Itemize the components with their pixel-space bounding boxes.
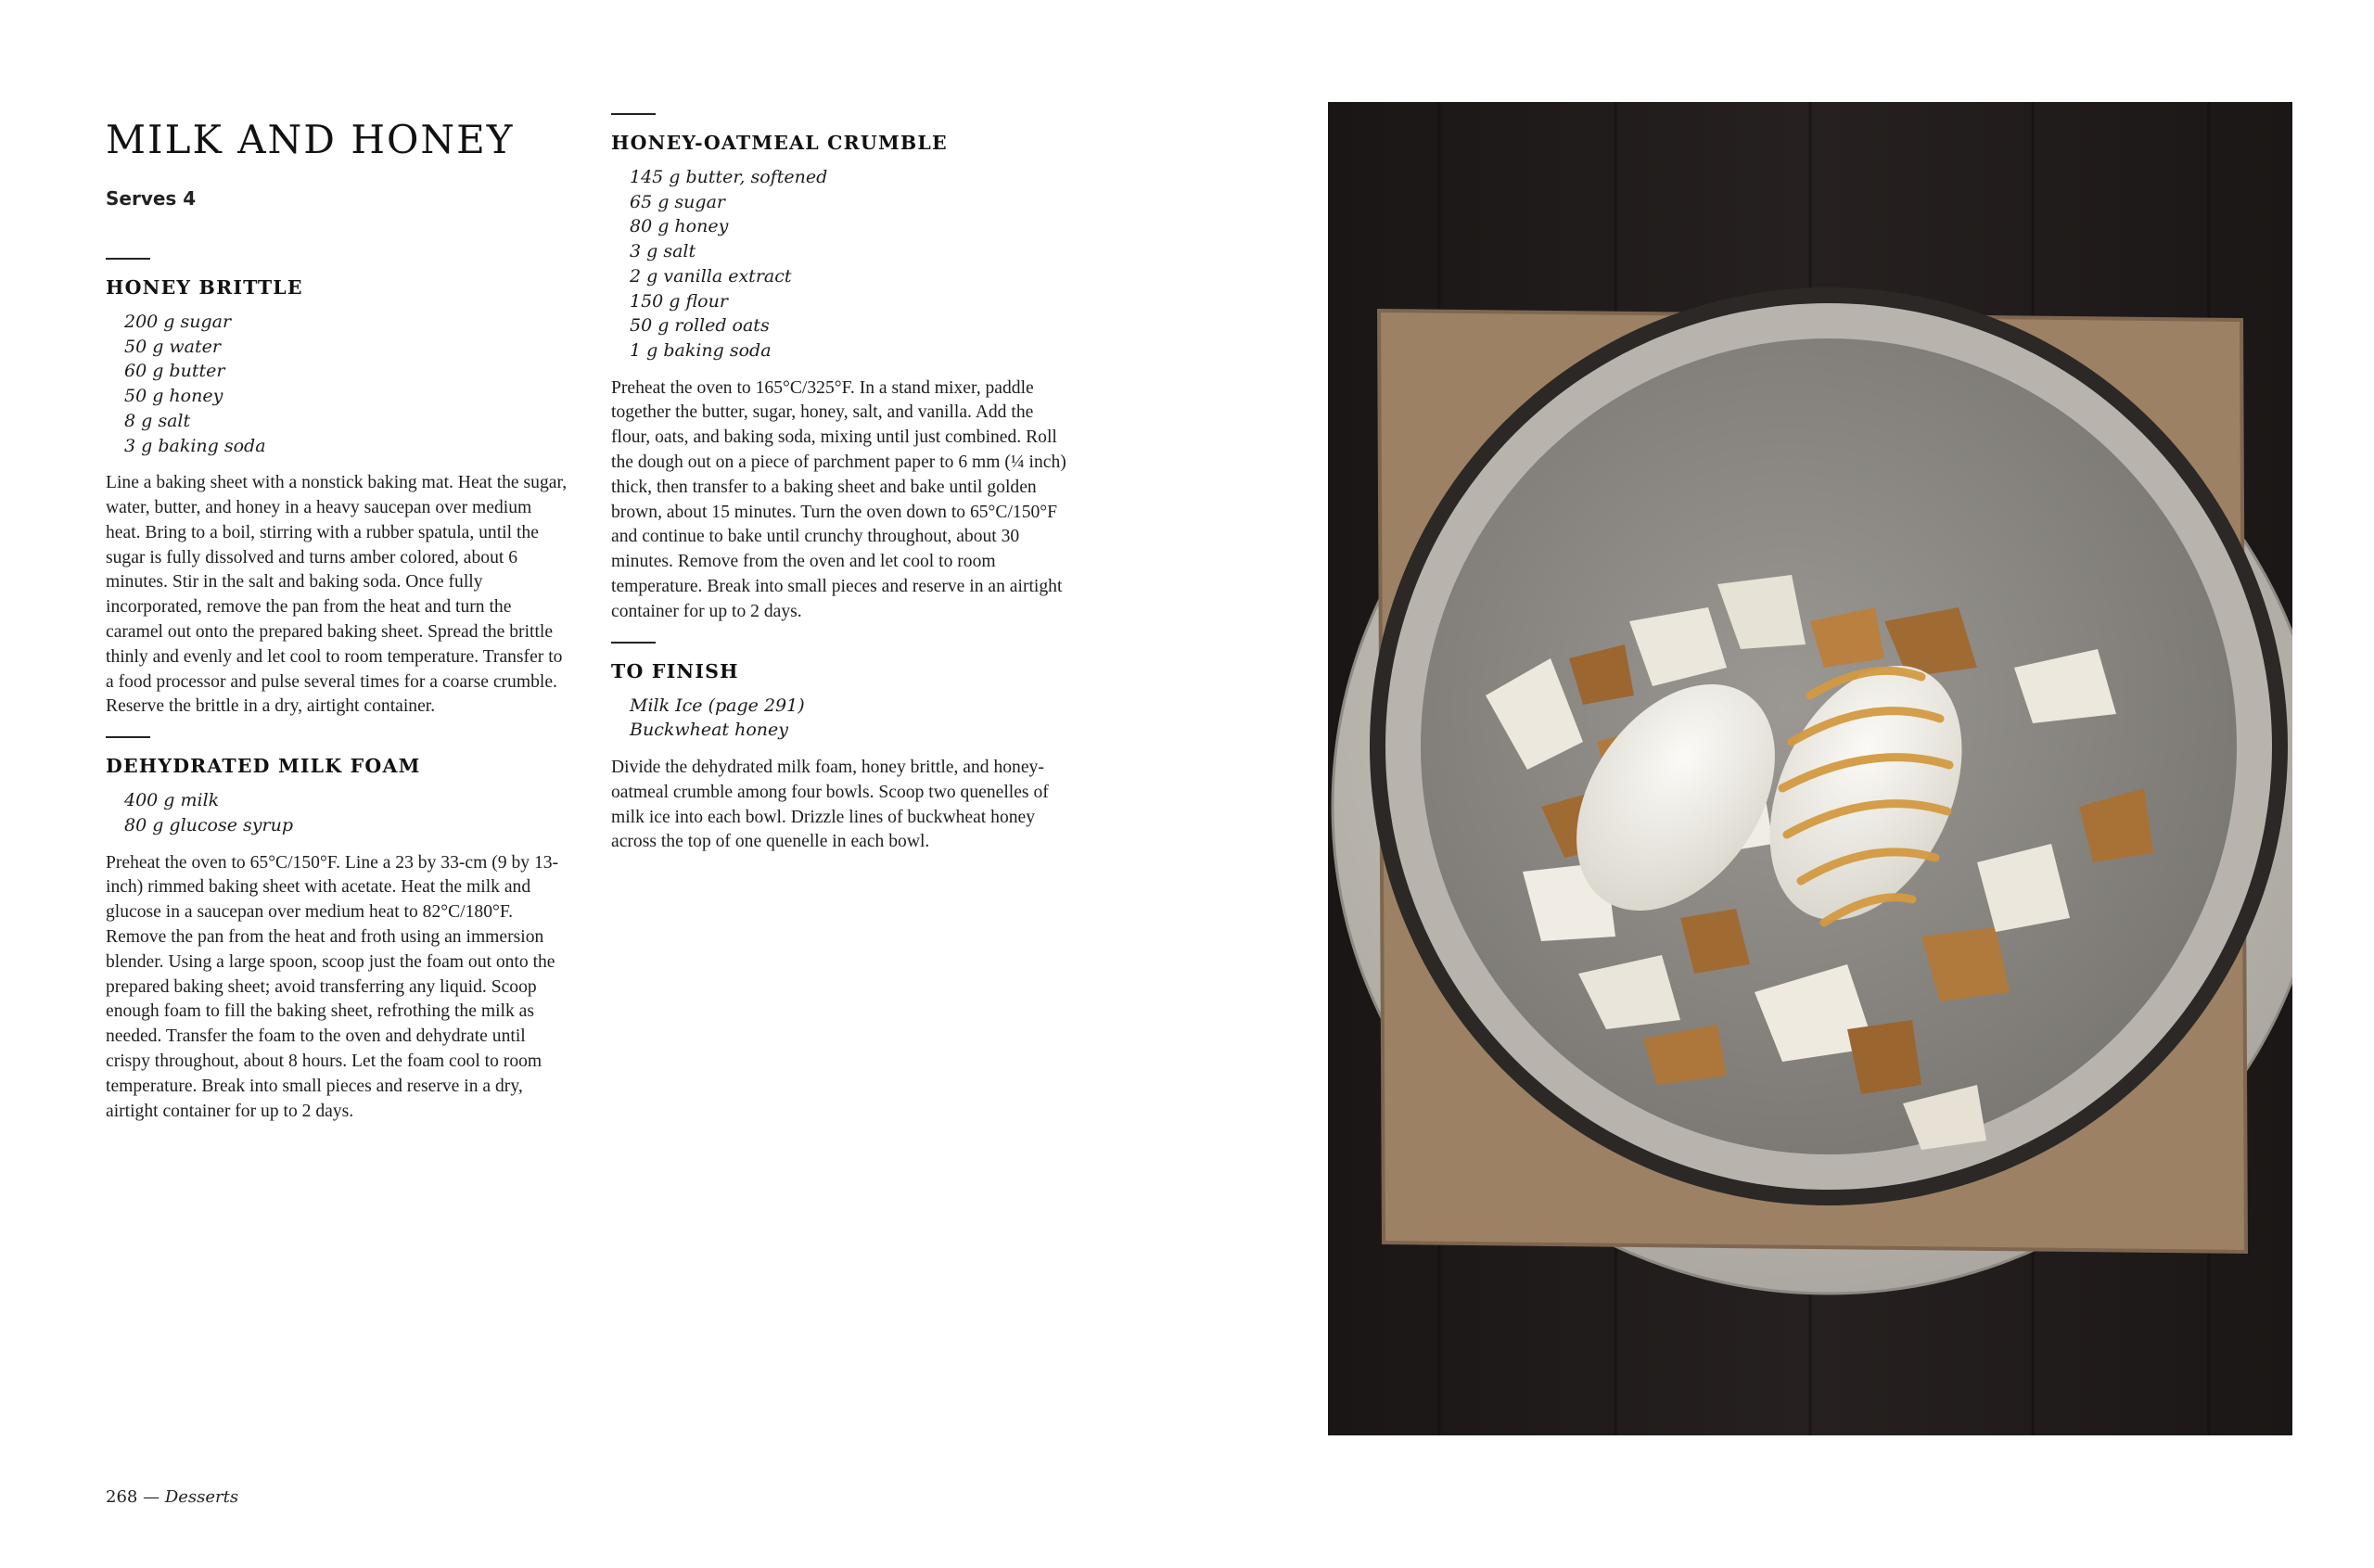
left-column [106, 117, 569, 1141]
section-title-honey-oatmeal-crumble: HONEY-OATMEAL CRUMBLE [611, 132, 948, 154]
ingredient-item: 3 g baking soda [124, 435, 266, 456]
section-title-dehydrated-milk-foam: DEHYDRATED MILK FOAM [106, 755, 421, 778]
method-dehydrated-milk-foam: Preheat the oven to 65°C/150°F. Line a 23 by 33-cm (9 by 13-inch) rimmed baking sheet with acetate. Heat the milk and glucose in a saucepan over medium heat to 82°C/180°F. Remove the pan from the heat and froth using an immersion blender. Using a large spoon, scoop just the foam out onto the prepared baking sheet; avoid transferring any liquid. Scoop enough foam to fill the baking sheet, refrothing the milk as needed. Transfer the foam to the oven and dehydrate until crispy throughout, about 8 hours. Let the foam cool to room temperature. Break into small pieces and reserve in a dry, airtight container for up to 2 days. [106, 852, 559, 1121]
plated-dessert-illustration [1328, 102, 2292, 1435]
ingredient-item: 200 g sugar [124, 312, 232, 332]
ingredient-item: 1 g baking soda [630, 339, 772, 361]
ingredient-item: 150 g flour [630, 290, 728, 312]
section-rule [106, 736, 150, 738]
section-rule [106, 258, 150, 260]
ingredient-item: 80 g glucose syrup [124, 814, 293, 835]
section-rule [611, 113, 656, 115]
ingredient-item: 2 g vanilla extract [630, 265, 792, 287]
page-footer [106, 1487, 238, 1507]
method-to-finish: Divide the dehydrated milk foam, honey brittle, and honey-oatmeal crumble among four bowls. Scoop two quenelles of milk ice into each bowl. Drizzle lines of buckwheat honey across the top of one quenelle in each bowl. [611, 758, 1049, 852]
ingredient-list-honey-brittle [106, 310, 569, 458]
ingredient-item: 3 g salt [630, 241, 696, 262]
ingredient-item: Buckwheat honey [630, 720, 788, 741]
section-rule [611, 642, 656, 644]
ingredient-list-to-finish [611, 694, 1075, 743]
ingredient-item: 50 g water [124, 336, 221, 357]
dessert-photo [1328, 102, 2292, 1435]
section-title-to-finish: TO FINISH [611, 659, 739, 682]
ingredient-item: 400 g milk [124, 790, 220, 811]
ingredient-item: 50 g rolled oats [630, 315, 770, 337]
recipe-title: MILK AND HONEY [106, 117, 515, 162]
ingredient-item: 80 g honey [630, 216, 729, 237]
footer-section-name: Desserts [164, 1487, 239, 1507]
ingredient-item: 145 g butter, softened [630, 167, 828, 187]
ingredient-item: 50 g honey [124, 386, 223, 407]
serves-text: Serves 4 [106, 187, 197, 210]
section-title-honey-brittle: HONEY BRITTLE [106, 276, 303, 299]
ingredient-item: Milk Ice (page 291) [630, 695, 805, 716]
middle-column [611, 113, 1075, 872]
method-honey-brittle: Line a baking sheet with a nonstick baking mat. Heat the sugar, water, butter, and honey in a heavy saucepan over medium heat. Bring to a boil, stirring with a rubber spatula, until the sugar is fully dissolved and turns amber colored, about 6 minutes. Stir in the salt and baking soda. Once fully incorporated, remove the pan from the heat and turn the caramel out onto the prepared baking sheet. Spread the brittle thinly and evenly and let cool to room temperature. Transfer to a food processor and pulse several times for a coarse crumble. Reserve the brittle in a dry, airtight container. [106, 473, 568, 717]
ingredient-item: 65 g sugar [630, 191, 725, 212]
ingredient-item: 8 g salt [124, 410, 191, 431]
ingredient-list-milk-foam [106, 788, 569, 837]
ingredient-list-crumble [611, 165, 1075, 363]
ingredient-item: 60 g butter [124, 361, 225, 382]
page-number: 268 [106, 1487, 138, 1507]
footer-separator: — [143, 1487, 160, 1507]
method-honey-oatmeal-crumble: Preheat the oven to 165°C/325°F. In a stand mixer, paddle together the butter, sugar, honey, salt, and vanilla. Add the flour, oats, and baking soda, mixing until just combined. Roll the dough out on a piece of parchment paper to 6 mm (¼ inch) thick, then transfer to a baking sheet and bake until golden brown, about 15 minutes. Turn the oven down to 65°C/150°F and continue to bake until crunchy throughout, about 30 minutes. Remove from the oven and let cool to room temperature. Break into small pieces and reserve in an airtight container for up to 2 days. [611, 377, 1066, 621]
